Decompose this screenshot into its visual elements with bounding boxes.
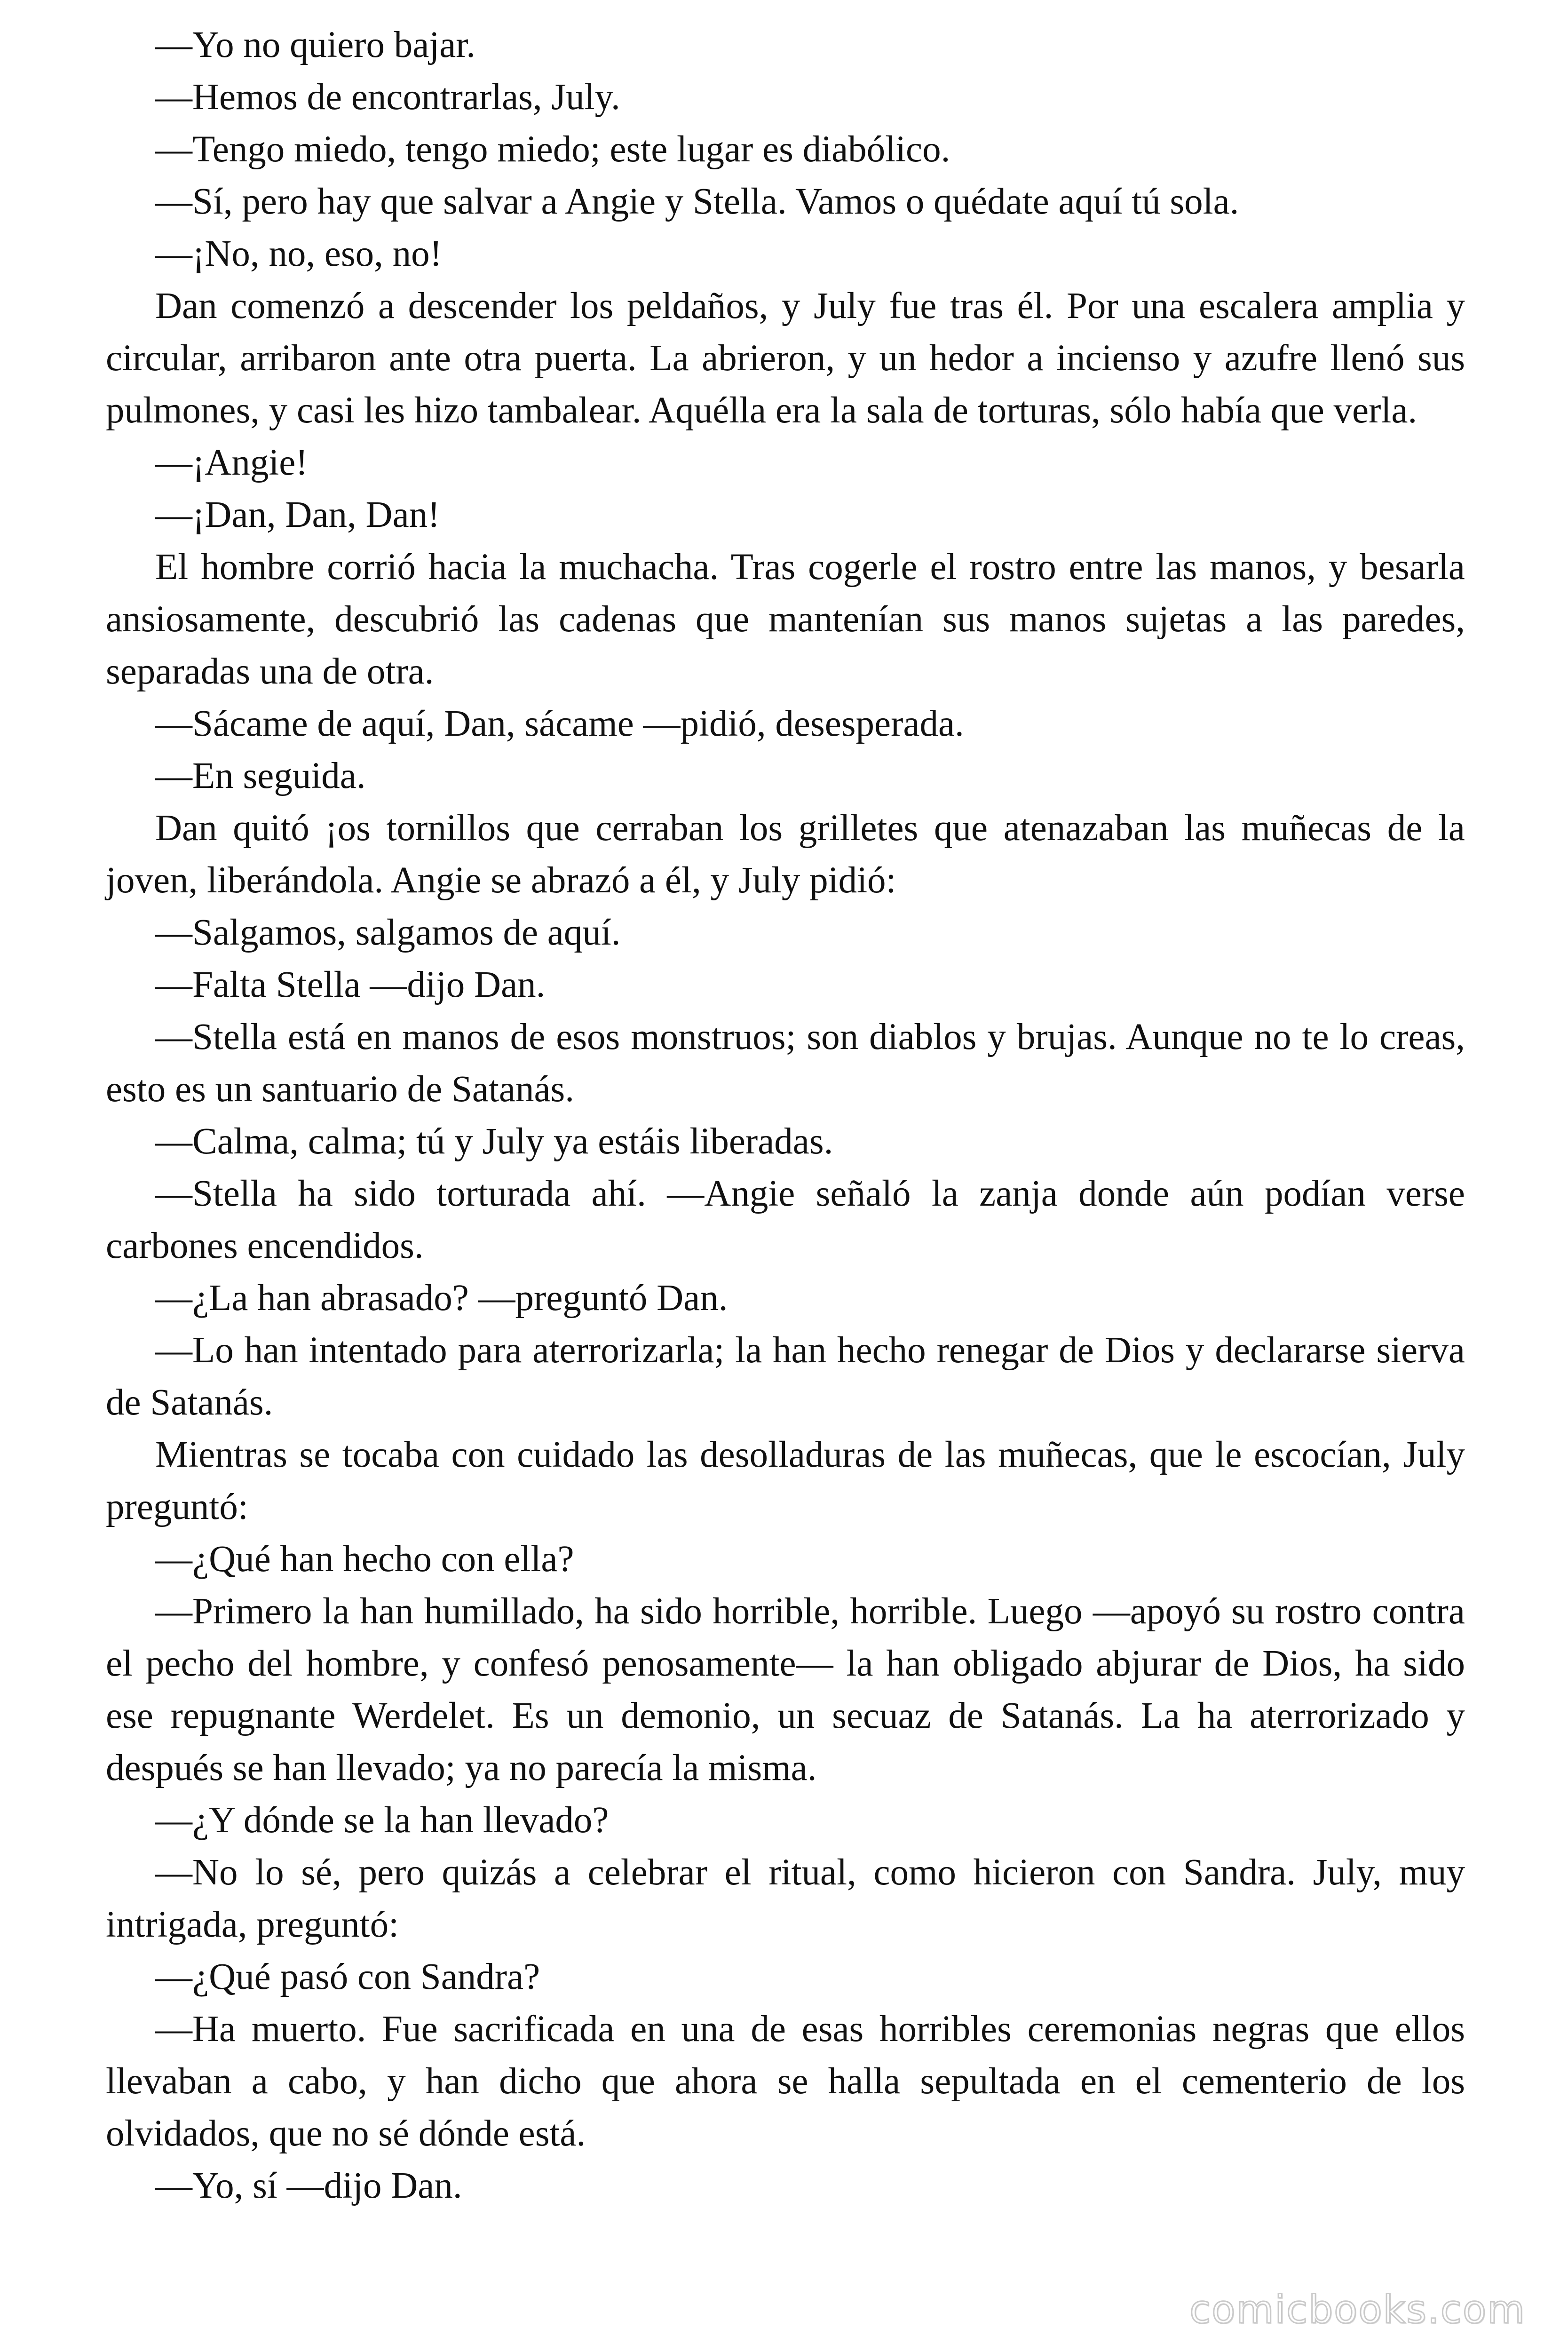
paragraph: —Falta Stella —dijo Dan. xyxy=(155,964,546,1005)
paragraph: —¡Dan, Dan, Dan! xyxy=(155,494,440,535)
paragraph: —Primero la han humillado, ha sido horrible, horrible. Luego —apoyó su rostro contra el pecho del hombre, y confesó penosamente— la han obligado abjurar de Dios, ha sido ese repugnante Werdelet. Es un demonio, un secuaz de Satanás. La ha aterrorizado y después se han llevado; ya no parecía la misma. xyxy=(106,1591,1465,1788)
paragraph: —No lo sé, pero quizás a celebrar el ritual, como hicieron con Sandra. July, muy intrigada, preguntó: xyxy=(106,1852,1465,1945)
paragraph: El hombre corrió hacia la muchacha. Tras cogerle el rostro entre las manos, y besarla ansiosamente, descubrió las cadenas que mantenían sus manos sujetas a las paredes, separadas una de otra. xyxy=(106,547,1465,692)
paragraph: —Calma, calma; tú y July ya estáis liberadas. xyxy=(155,1121,833,1162)
paragraph: —¿Qué pasó con Sandra? xyxy=(155,1956,540,1997)
paragraph: —Yo, sí —dijo Dan. xyxy=(155,2165,462,2206)
paragraph: Dan quitó ¡os tornillos que cerraban los grilletes que atenazaban las muñecas de la joven, liberándola. Angie se abrazó a él, y July pidió: xyxy=(106,808,1465,901)
paragraph: Mientras se tocaba con cuidado las desolladuras de las muñecas, que le escocían, July preguntó: xyxy=(106,1434,1465,1527)
paragraph: —Hemos de encontrarlas, July. xyxy=(155,77,620,118)
watermark: comicbooks.com xyxy=(1189,2288,1526,2332)
paragraph: Dan comenzó a descender los peldaños, y July fue tras él. Por una escalera amplia y circular, arribaron ante otra puerta. La abrieron, y un hedor a incienso y azufre llenó sus pulmones, y casi les hizo tambalear. Aquélla era la sala de torturas, sólo había que verla. xyxy=(106,286,1465,431)
paragraph: —Salgamos, salgamos de aquí. xyxy=(155,912,621,953)
paragraph: —¡Angie! xyxy=(155,442,308,483)
paragraph: —Stella ha sido torturada ahí. —Angie señaló la zanja donde aún podían verse carbones encendidos. xyxy=(106,1173,1465,1266)
paragraph: —Yo no quiero bajar. xyxy=(155,24,475,65)
paragraph: —¿La han abrasado? —preguntó Dan. xyxy=(155,1278,728,1319)
paragraph: —¿Y dónde se la han llevado? xyxy=(155,1800,609,1841)
page-text xyxy=(106,19,1465,2212)
paragraph: —Sácame de aquí, Dan, sácame —pidió, desesperada. xyxy=(155,703,964,744)
paragraph: —Stella está en manos de esos monstruos; son diablos y brujas. Aunque no te lo creas, esto es un santuario de Satanás. xyxy=(106,1017,1465,1110)
paragraph: —En seguida. xyxy=(155,755,366,796)
paragraph: —Ha muerto. Fue sacrificada en una de esas horribles ceremonias negras que ellos llevaban a cabo, y han dicho que ahora se halla sepultada en el cementerio de los olvidados, que no sé dónde está. xyxy=(106,2009,1465,2154)
paragraph: —Tengo miedo, tengo miedo; este lugar es diabólico. xyxy=(155,129,950,170)
paragraph: —¡No, no, eso, no! xyxy=(155,233,442,274)
paragraph: —Sí, pero hay que salvar a Angie y Stella. Vamos o quédate aquí tú sola. xyxy=(155,181,1239,222)
paragraph: —Lo han intentado para aterrorizarla; la han hecho renegar de Dios y declararse sierva de Satanás. xyxy=(106,1330,1465,1423)
paragraph: —¿Qué han hecho con ella? xyxy=(155,1539,574,1580)
